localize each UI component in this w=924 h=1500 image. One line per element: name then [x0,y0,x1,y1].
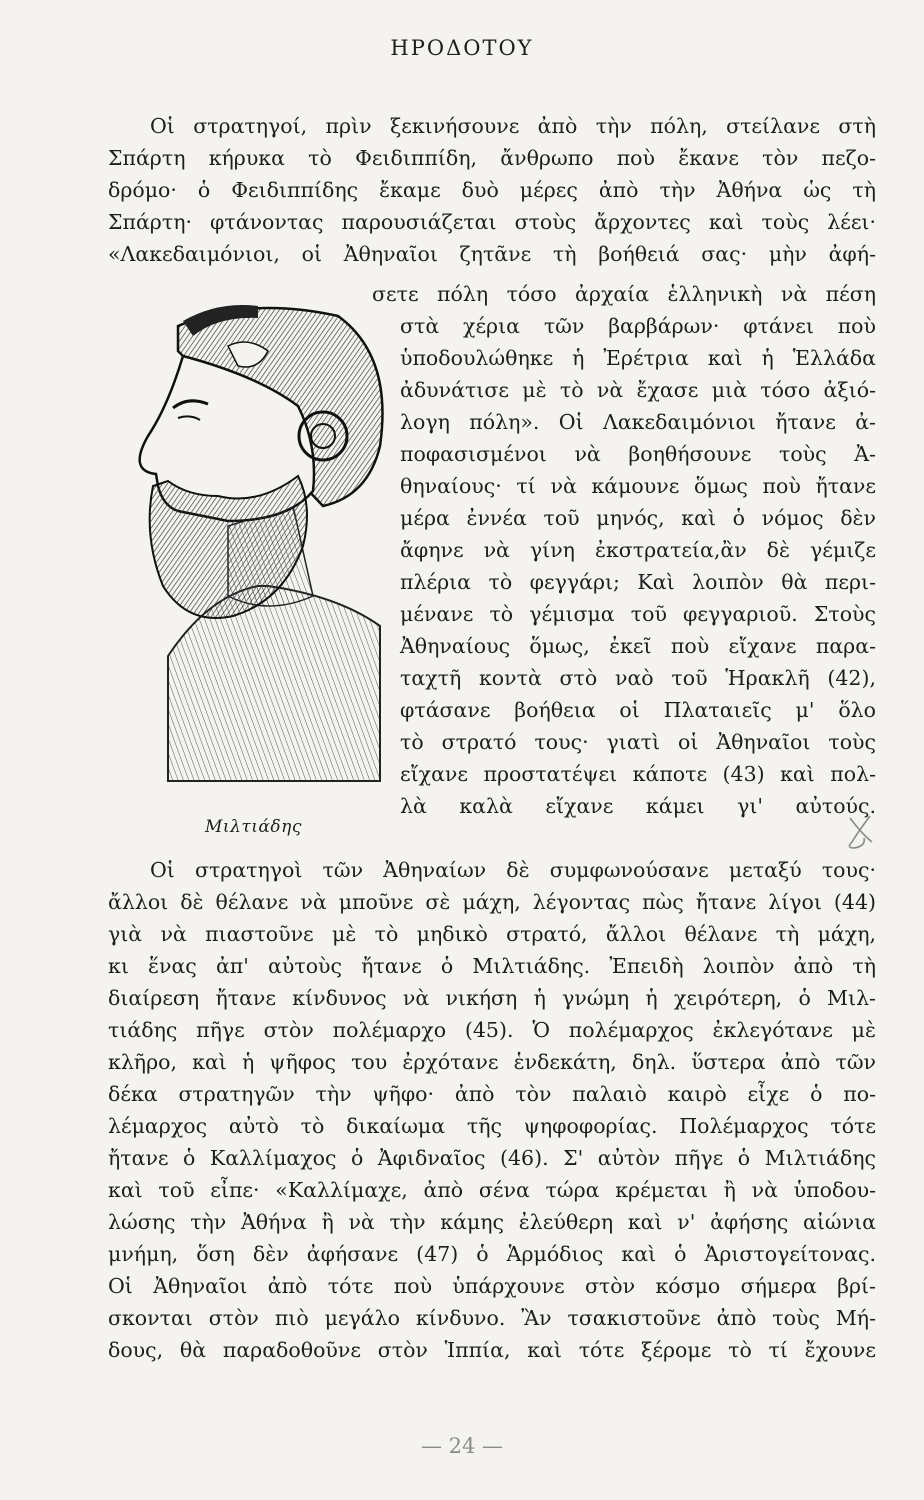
text-line: θηναίους· τί νὰ κάμουνε ὅμως ποὺ ἤτανε [400,474,876,498]
portrait-caption: Μιλτιάδης [205,817,302,837]
text-line: Σπάρτη· φτάνοντας παρουσιάζεται στοὺς ἄρχοντες καὶ τοὺς λέει· [108,210,876,234]
text-line: Σπάρτη κήρυκα τὸ Φειδιππίδη, ἄνθρωπο ποὺ ἔκανε τὸν πεζο- [108,146,876,170]
text-line: μνήμη, ὅση δὲν ἀφήσανε (47) ὁ Ἁρμόδιος καὶ ὁ Ἀριστογείτονας. [108,1242,876,1266]
text-line: ταχτῆ κοντὰ στὸ ναὸ τοῦ Ἡρακλῆ (42), [400,666,876,690]
miltiades-portrait-image [108,296,398,798]
text-line: εἴχανε προστατέψει κάποτε (43) καὶ πολ- [400,762,876,786]
text-line: σετε πόλη τόσο ἀρχαία ἑλληνικὴ νὰ πέση [372,282,876,306]
text-line: τιάδης πῆγε στὸν πολέμαρχο (45). Ὁ πολέμαρχος ἐκλεγότανε μὲ [108,1018,876,1042]
running-title: ΗΡΟΔΟΤΟΥ [390,36,534,60]
text-line: ἄφηνε νὰ γίνη ἐκστρατεία,ἂν δὲ γέμιζε [400,538,876,562]
text-line: διαίρεση ἤτανε κίνδυνος νὰ νικήση ἡ γνώμη ἡ χειρότερη, ὁ Μιλ- [108,986,876,1010]
text-line: κι ἕνας ἀπ' αὐτοὺς ἤτανε ὁ Μιλτιάδης. Ἐπειδὴ λοιπὸν ἀπὸ τὴ [108,954,876,978]
text-line: γιὰ νὰ πιαστοῦνε μὲ τὸ μηδικὸ στρατό, ἄλλοι θέλανε τὴ μάχη, [108,922,876,946]
text-line: σκονται στὸν πιὸ μεγάλο κίνδυνο. Ἂν τσακιστοῦνε ἀπὸ τοὺς Μή- [108,1306,876,1330]
text-line: δέκα στρατηγῶν τὴν ψῆφο· ἀπὸ τὸν παλαιὸ καιρὸ εἶχε ὁ πο- [108,1082,876,1106]
text-line: δρόμο· ὁ Φειδιππίδης ἔκαμε δυὸ μέρες ἀπὸ τὴν Ἀθήνα ὡς τὴ [108,178,876,202]
text-line: στὰ χέρια τῶν βαρβάρων· φτάνει ποὺ [400,314,876,338]
text-line: φτάσανε βοήθεια οἱ Πλαταιεῖς μ' ὅλο [400,698,876,722]
text-line: ποφασισμένοι νὰ βοηθήσουνε τοὺς Ἀ- [400,442,876,466]
text-line: ἤτανε ὁ Καλλίμαχος ὁ Ἀφιδναῖος (46). Σ' αὐτὸν πῆγε ὁ Μιλτιάδης [108,1146,876,1170]
text-line: κλῆρο, καὶ ἡ ψῆφος του ἐρχότανε ἑνδεκάτη, δηλ. ὕστερα ἀπὸ τῶν [108,1050,876,1074]
text-line: ἀδυνάτισε μὲ τὸ νὰ ἔχασε μιὰ τόσο ἀξιό- [400,378,876,402]
text-line: «Λακεδαιμόνιοι, οἱ Ἀθηναῖοι ζητᾶνε τὴ βοήθειά σας· μὴν ἀφή- [108,242,876,266]
text-line: λογη πόλη». Οἱ Λακεδαιμόνιοι ἤτανε ἀ- [400,410,876,434]
text-line: λώσης τὴν Ἀθήνα ἢ νὰ τὴν κάμης ἐλεύθερη καὶ ν' ἀφήσης αἰώνια [108,1210,876,1234]
text-line: λέμαρχος αὐτὸ τὸ δικαίωμα τῆς ψηφοφορίας. Πολέμαρχος τότε [108,1114,876,1138]
text-line: λὰ καλὰ εἴχανε κάμει γι' αὐτούς. [400,794,876,818]
page-number: — 24 — [420,1434,504,1458]
text-line: Οἱ Ἀθηναῖοι ἀπὸ τότε ποὺ ὑπάρχουνε στὸν κόσμο σήμερα βρί- [108,1274,876,1298]
text-line: μέρα ἐννέα τοῦ μηνός, καὶ ὁ νόμος δὲν [400,506,876,530]
text-line: Οἱ στρατηγοί, πρὶν ξεκινήσουνε ἀπὸ τὴν πόλη, στείλανε στὴ [150,114,876,138]
text-line: Οἱ στρατηγοὶ τῶν Ἀθηναίων δὲ συμφωνούσανε μεταξύ τους· [150,858,876,882]
text-line: μένανε τὸ γέμισμα τοῦ φεγγαριοῦ. Στοὺς [400,602,876,626]
text-line: ἄλλοι δὲ θέλανε νὰ μποῦνε σὲ μάχη, λέγοντας πὼς ἤτανε λίγοι (44) [108,890,876,914]
text-line: Ἀθηναίους ὅμως, ἐκεῖ ποὺ εἴχανε παρα- [400,634,876,658]
text-line: καὶ τοῦ εἶπε· «Καλλίμαχε, ἀπὸ σένα τώρα κρέμεται ἢ νὰ ὑποδου- [108,1178,876,1202]
text-line: τὸ στρατό τους· γιατὶ οἱ Ἀθηναῖοι τοὺς [400,730,876,754]
text-line: πλέρια τὸ φεγγάρι; Καὶ λοιπὸν θὰ περι- [400,570,876,594]
text-line: δους, θὰ παραδοθοῦνε στὸν Ἱππία, καὶ τότε ξέρομε τὸ τί ἔχουνε [108,1338,876,1362]
pencil-mark-icon [836,812,882,852]
text-line: ὑποδουλώθηκε ἡ Ἐρέτρια καὶ ἡ Ἑλλάδα [400,346,876,370]
